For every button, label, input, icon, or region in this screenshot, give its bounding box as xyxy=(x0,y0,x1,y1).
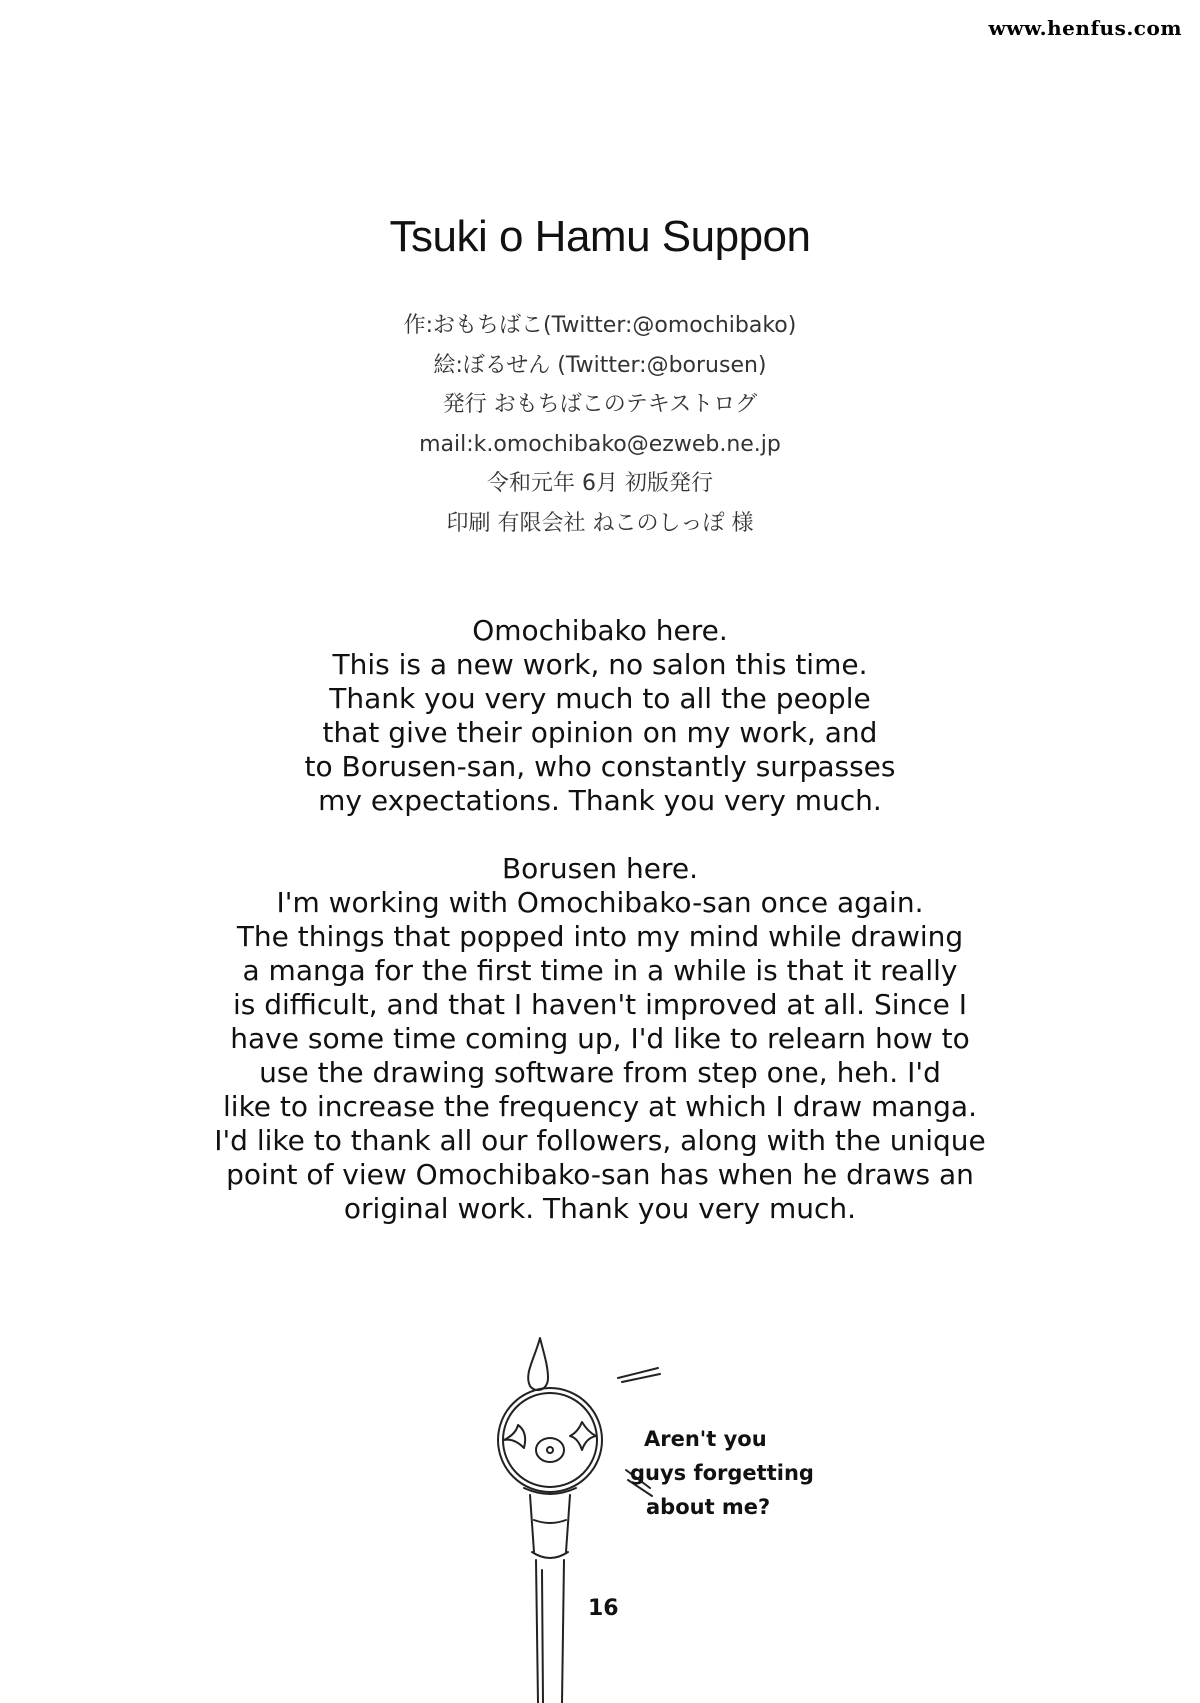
afterword-line: a manga for the first time in a while is that it really xyxy=(242,954,958,987)
afterword-line: Omochibako here. xyxy=(472,614,728,647)
afterword-line: Borusen here. xyxy=(501,852,699,885)
colophon-author: 作:おもちばこ(Twitter:@omochibako) xyxy=(403,313,797,338)
afterword-line: my expectations. Thank you very much. xyxy=(318,784,882,817)
colophon-email: mail:k.omochibako@ezweb.ne.jp xyxy=(419,431,781,457)
afterword-line: point of view Omochibako-san has when he draws an xyxy=(226,1158,974,1191)
afterword-line: is difficult, and that I haven't improved at all. Since I xyxy=(232,988,968,1021)
watermark: www.henfus.com xyxy=(988,16,1182,40)
afterword-line: like to increase the frequency at which I draw manga. xyxy=(223,1090,977,1123)
afterword-borusen xyxy=(0,852,1200,1226)
page-number: 16 xyxy=(588,1596,619,1621)
colophon-publisher: 発行 おもちばこのテキストログ xyxy=(442,392,758,417)
afterword-line: This is a new work, no salon this time. xyxy=(332,648,868,681)
afterword-line: I'm working with Omochibako-san once again. xyxy=(276,886,924,919)
afterword-line: use the drawing software from step one, heh. I'd xyxy=(259,1056,941,1089)
colophon-edition: 令和元年 6月 初版発行 xyxy=(487,471,713,496)
afterword-line: that give their opinion on my work, and xyxy=(322,716,878,749)
speech-line: guys forgetting xyxy=(630,1461,814,1485)
colophon-artist: 絵:ぼるせん (Twitter:@borusen) xyxy=(433,352,767,378)
colophon xyxy=(0,306,1200,543)
speech-line: Aren't you xyxy=(644,1427,767,1451)
afterword-line: Thank you very much to all the people xyxy=(329,682,871,715)
afterword-line: to Borusen-san, who constantly surpasses xyxy=(304,750,896,783)
speech-text xyxy=(630,1422,830,1524)
afterword-line: I'd like to thank all our followers, along with the unique xyxy=(214,1124,986,1157)
afterword-line: original work. Thank you very much. xyxy=(343,1192,857,1225)
colophon-printer: 印刷 有限会社 ねこのしっぽ 様 xyxy=(446,510,754,536)
afterword-line: The things that popped into my mind while drawing xyxy=(236,920,964,953)
afterword-omochibako xyxy=(0,614,1200,818)
book-title: Tsuki o Hamu Suppon xyxy=(389,212,811,261)
speech-line: about me? xyxy=(646,1495,771,1519)
afterword-line: have some time coming up, I'd like to relearn how to xyxy=(230,1022,970,1055)
